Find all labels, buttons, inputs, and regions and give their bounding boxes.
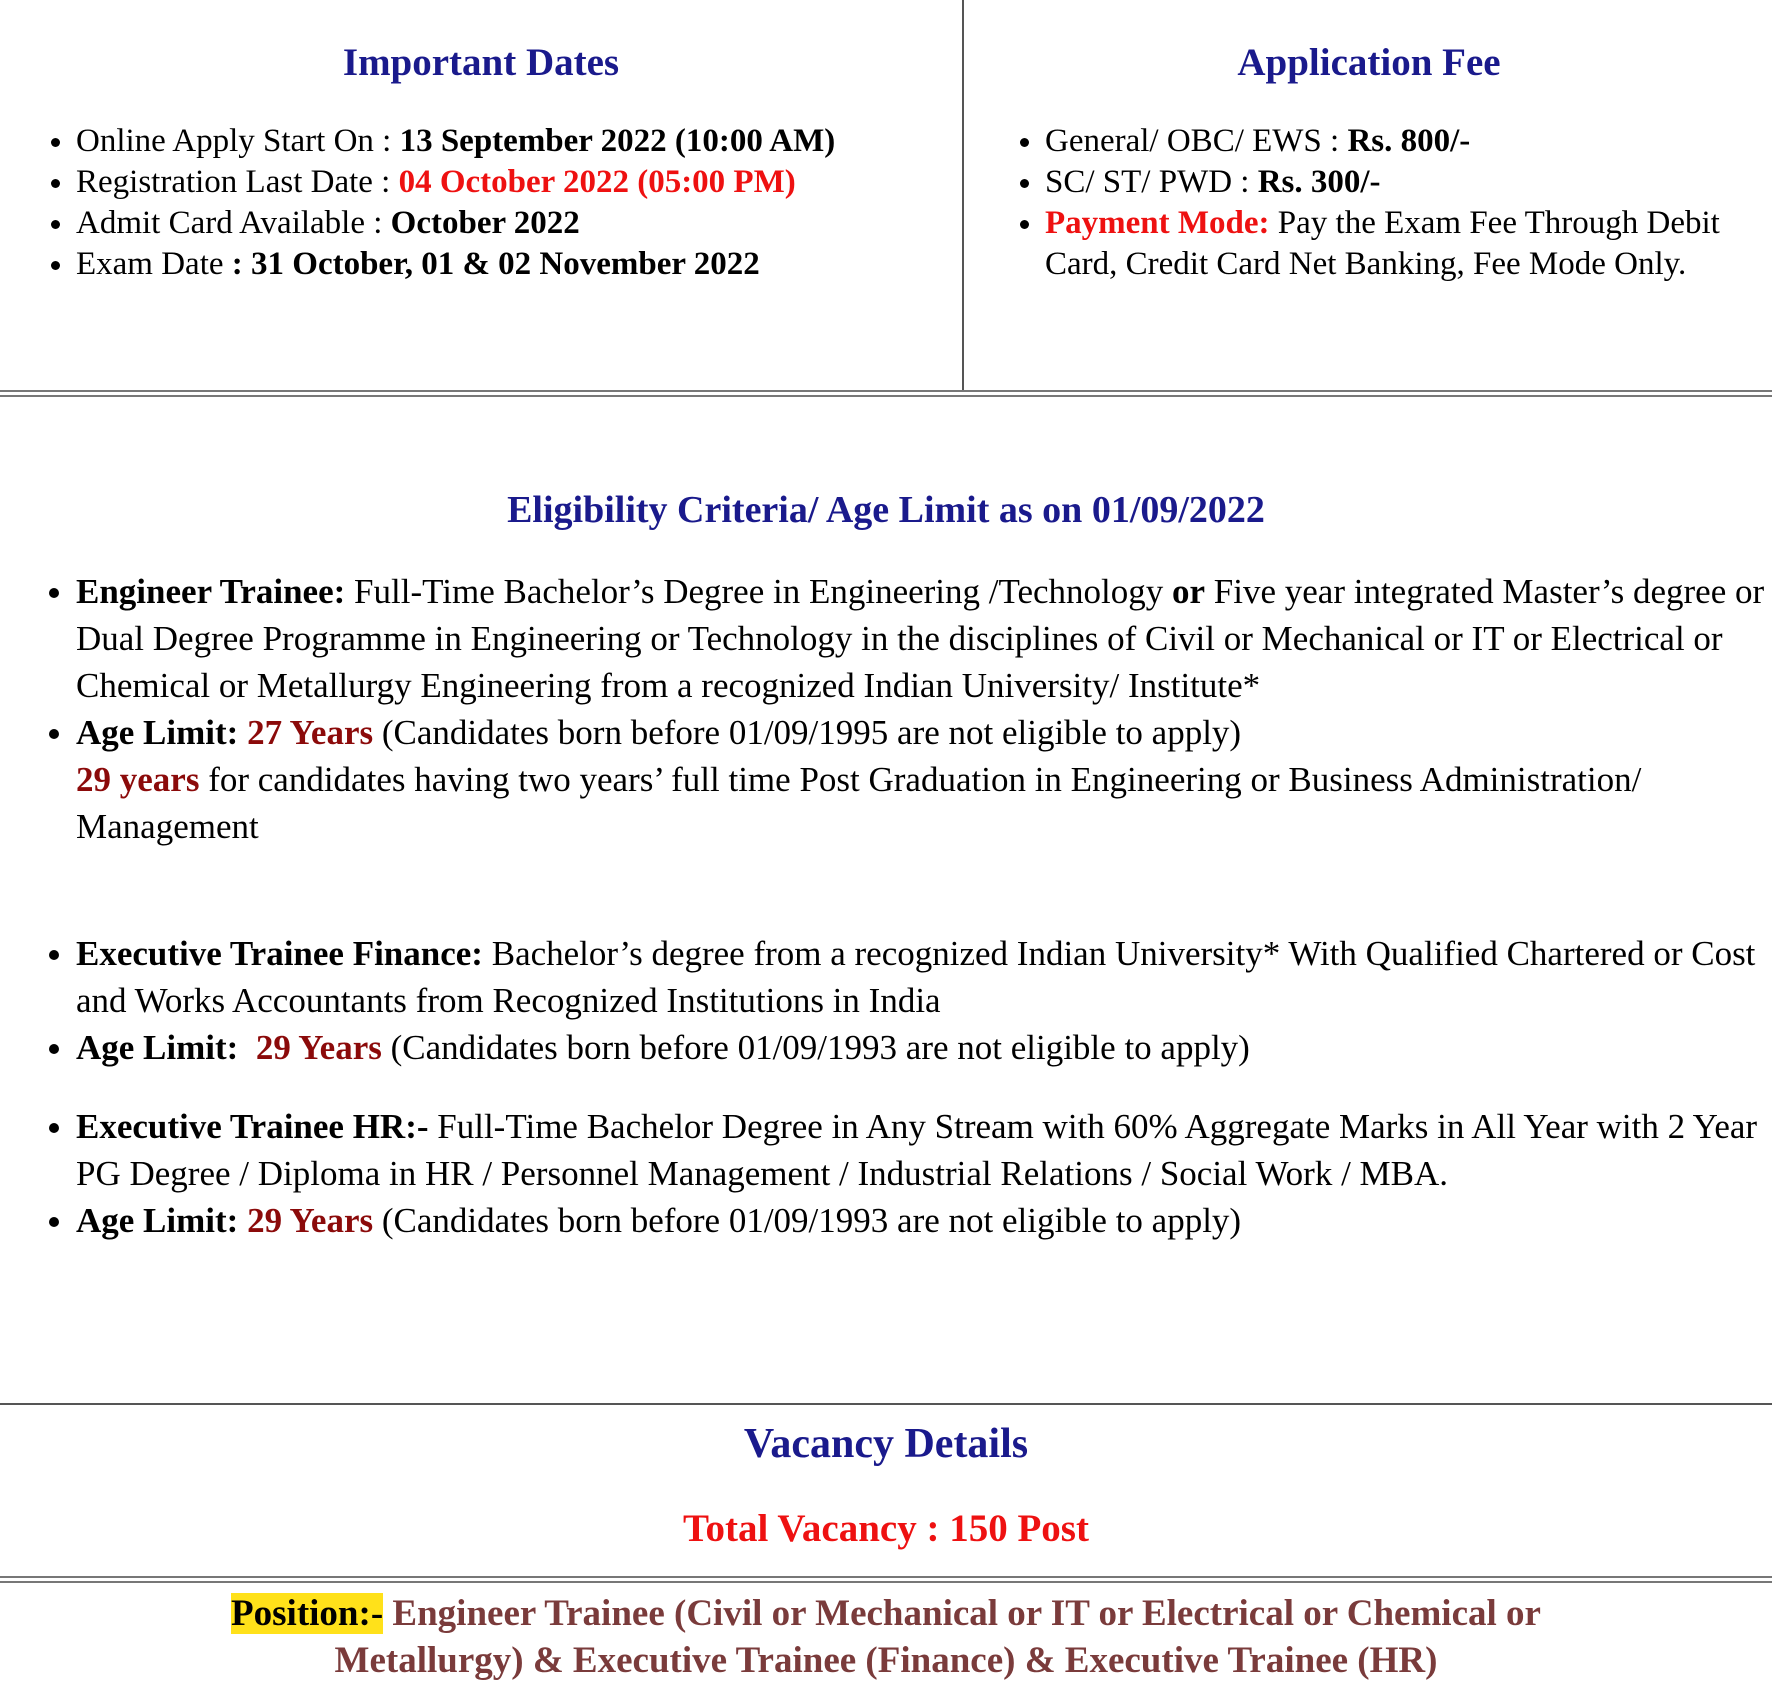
list-item: • Admit Card Available : October 2022 xyxy=(76,203,976,244)
list-item: • Age Limit: 29 Years (Candidates born before 01/09/1993 are not eligible to apply) xyxy=(76,1197,1772,1244)
important-dates-list xyxy=(0,121,976,285)
application-fee-list xyxy=(966,121,1756,285)
eligibility-list-finance xyxy=(0,930,1772,1071)
important-dates-heading: Important Dates xyxy=(342,41,620,84)
section-divider xyxy=(0,390,1772,397)
list-item: • Executive Trainee HR:- Full-Time Bachelor Degree in Any Stream with 60% Aggregate Marks in All Year with 2 Year PG Degree / Diploma in HR / Personnel Management / Industrial Relations / Social Work / MBA. xyxy=(76,1103,1772,1197)
vacancy-heading: Vacancy Details xyxy=(743,1421,1029,1467)
total-vacancy: Total Vacancy : 150 Post xyxy=(683,1507,1089,1550)
list-item: • Exam Date : 31 October, 01 & 02 November 2022 xyxy=(76,244,976,285)
application-fee-panel xyxy=(966,0,1772,392)
list-item: • Payment Mode: Pay the Exam Fee Through Debit Card, Credit Card Net Banking, Fee Mode Only. xyxy=(1045,203,1756,285)
section-divider xyxy=(0,1403,1772,1405)
eligibility-heading: Eligibility Criteria/ Age Limit as on 01/09/2022 xyxy=(507,489,1265,531)
list-item: • Engineer Trainee: Full-Time Bachelor’s Degree in Engineering /Technology or Five year integrated Master’s degree or Dual Degree Programme in Engineering or Technology in the disciplines of Civil or Mechanical or IT or Electrical or Chemical or Metallurgy Engineering from a recognized Indian University/ Institute* xyxy=(76,568,1772,709)
list-item: • Executive Trainee Finance: Bachelor’s degree from a recognized Indian University* With Qualified Chartered or Cost and Works Accountants from Recognized Institutions in India xyxy=(76,930,1772,1024)
list-item: • SC/ ST/ PWD : Rs. 300/- xyxy=(1045,162,1756,203)
eligibility-list-engineer xyxy=(0,568,1772,850)
column-divider xyxy=(962,0,964,392)
list-item: • Age Limit: 27 Years (Candidates born before 01/09/1995 are not eligible to apply) 29 years for candidates having two years’ full time Post Graduation in Engineering or Business Administration/ Management xyxy=(76,709,1772,850)
list-item: • Age Limit: 29 Years (Candidates born before 01/09/1993 are not eligible to apply) xyxy=(76,1024,1772,1071)
list-item: • Registration Last Date : 04 October 2022 (05:00 PM) xyxy=(76,162,806,203)
list-item: • General/ OBC/ EWS : Rs. 800/- xyxy=(1045,121,1756,162)
section-divider xyxy=(0,1576,1772,1583)
eligibility-list-hr xyxy=(0,1103,1772,1244)
position-label: Position:- xyxy=(231,1593,384,1634)
important-dates-panel xyxy=(0,0,962,392)
list-item: • Online Apply Start On : 13 September 2022 (10:00 AM) xyxy=(76,121,976,162)
position-text: Position:- Engineer Trainee (Civil or Mechanical or IT or Electrical or Chemical or Metallurgy) & Executive Trainee (Finance) & Executive Trainee (HR) xyxy=(231,1593,1541,1681)
application-fee-heading: Application Fee xyxy=(1237,41,1501,84)
top-section xyxy=(0,0,1772,392)
